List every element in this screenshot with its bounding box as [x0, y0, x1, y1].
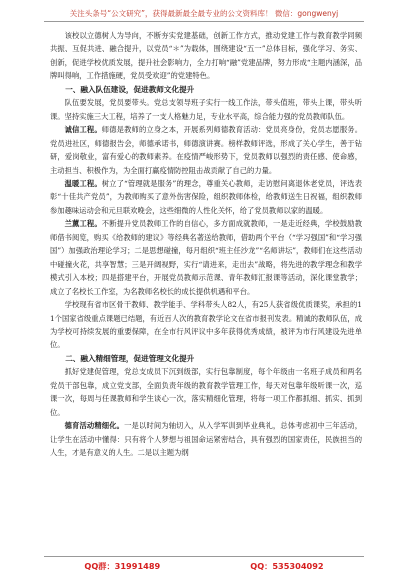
paragraph-achievements: 学校现有省市区骨干教师、教学能手、学科带头人82人，有25人获省级优质课奖，承担的11个国家省级重点课题已结题，有近百人次的教育教学论文在省市报刊发表。精诚的教师队伍，成为学校可持续发展的重要保障，在全市行风评议中多年获得优秀成绩，被评为市行风建设先进单位。	[50, 300, 362, 350]
paragraph-warmth	[50, 177, 362, 217]
watermark-header: 关注头条号“公文研究”，获得最新最全最专业的公文资料库！ 微信：gongwenyj	[69, 9, 339, 18]
lead-warmth: 温暖工程。	[64, 178, 102, 188]
document-body	[50, 29, 362, 460]
header-divider	[44, 21, 364, 22]
text-moral-activities: 一是以时间为轴切入，从入学军训到毕业典礼，总体考虑初中三年活动，让学生在活动中懂得：只有将个人梦想与祖国命运紧密结合，具有强烈的国家责任，民族担当的人生，才是有意义的人生。二是以主题为纲	[50, 421, 363, 458]
paragraph-integrity	[50, 123, 362, 177]
paragraph-moral-activities	[50, 419, 362, 459]
footer-divider	[44, 556, 364, 557]
paragraph-team: 队伍要发展，党员要带头。党总支领导班子实行一线工作法，带头值班，带头上课，带头听课。坚持实施三大工程，培养了一支人格魅力足，专业水平高，综合能力强的党员教师队伍。	[50, 98, 362, 121]
lead-integrity: 诚信工程。	[64, 125, 102, 135]
text-integrity: 师德是教师的立身之本，开展系列师德教育活动：党员亮身份，党员志愿服务。党员进社区，师德报告会，师德承诺书，师德演讲赛。榜样教师评选，形成了关心学生，善于钻研，爱岗敬业，富有爱心的教师素养。在疫情严峻形势下，党员教师以强烈的责任感、使命感，主动担当、积极作为，为全面打赢疫情防控阻击战贡献了自己的力量。	[50, 125, 363, 175]
footer-contacts	[0, 561, 408, 572]
text-warmth: 树立了“管理就是服务”的理念，尊重关心教师，走访慰问离退休老党员，评选表彰“十佳共产党员”，为教师购买了意外伤害保险，组织教师体检，给教师送生日祝福，组织教师参加趣味运动会和元旦联欢晚会，这些细微的人性化关怀，给了党员教师以家的温暖。	[50, 178, 362, 215]
qq-group-number: QQ群：31991489	[84, 561, 161, 571]
lead-orchid: 兰薰工程。	[64, 219, 102, 229]
text-orchid: 不断提升党员教师工作的自信心，多方面成就教师，一是走近经典，学校鼓励教师借书阅览，购买《给教师的建议》等经典名著送给教师，借助两个平台（“学习强国”和“学习强国”）加强政治理论学习；二是思想碰撞，每月组织“班主任沙龙”“名师讲坛”，教师们在这些活动中碰撞火花，共享智慧；三是开阔视野，实行“请进来，走出去”战略，将先进的教学理念和教学模式引入本校；四是搭建平台，开展党员教师示范课、青年教师汇报课等活动，深化课堂教学；成立了名校长工作室，为名教师名校长的成长提供机遇和平台。	[50, 219, 363, 296]
lead-moral-activities: 德育活动精细化。	[64, 421, 125, 431]
paragraph-orchid	[50, 217, 362, 298]
qq-number: QQ：535304092	[250, 561, 324, 571]
intro-paragraph: 该校以立德树人为导向，不断夯实党建基础，创新工作方式，推动党建工作与教育教学同频共振、互促共进、融合提升，以党员“＊”为载体，围绕建设“五一”总体目标，强化学习、务实、创新，促进学校优质发展，提升社会影响力，全力打响“融”党建品牌，努力形成“主题内涵深，品牌叫得响，工作措施硬，党员受欢迎”的党建特色。	[50, 31, 362, 81]
paragraph-management: 抓好党建促管理，党总支成员下沉到级部，实行包靠制度，每个年级由一名班子成员和两名党员干部包靠，成立党支部，全面负责年级的教育教学管理工作，每天对包靠年级听课一次，巡课一次，每周与任课教师和学生谈心一次，落实精细化管理，将每一项工作都抓细、抓实、抓到位。	[50, 367, 362, 417]
section-heading-2: 二、融入精细管理，促进管理文化提升	[65, 353, 195, 363]
section-heading-1: 一、融入队伍建设，促进教师文化提升	[65, 84, 195, 94]
